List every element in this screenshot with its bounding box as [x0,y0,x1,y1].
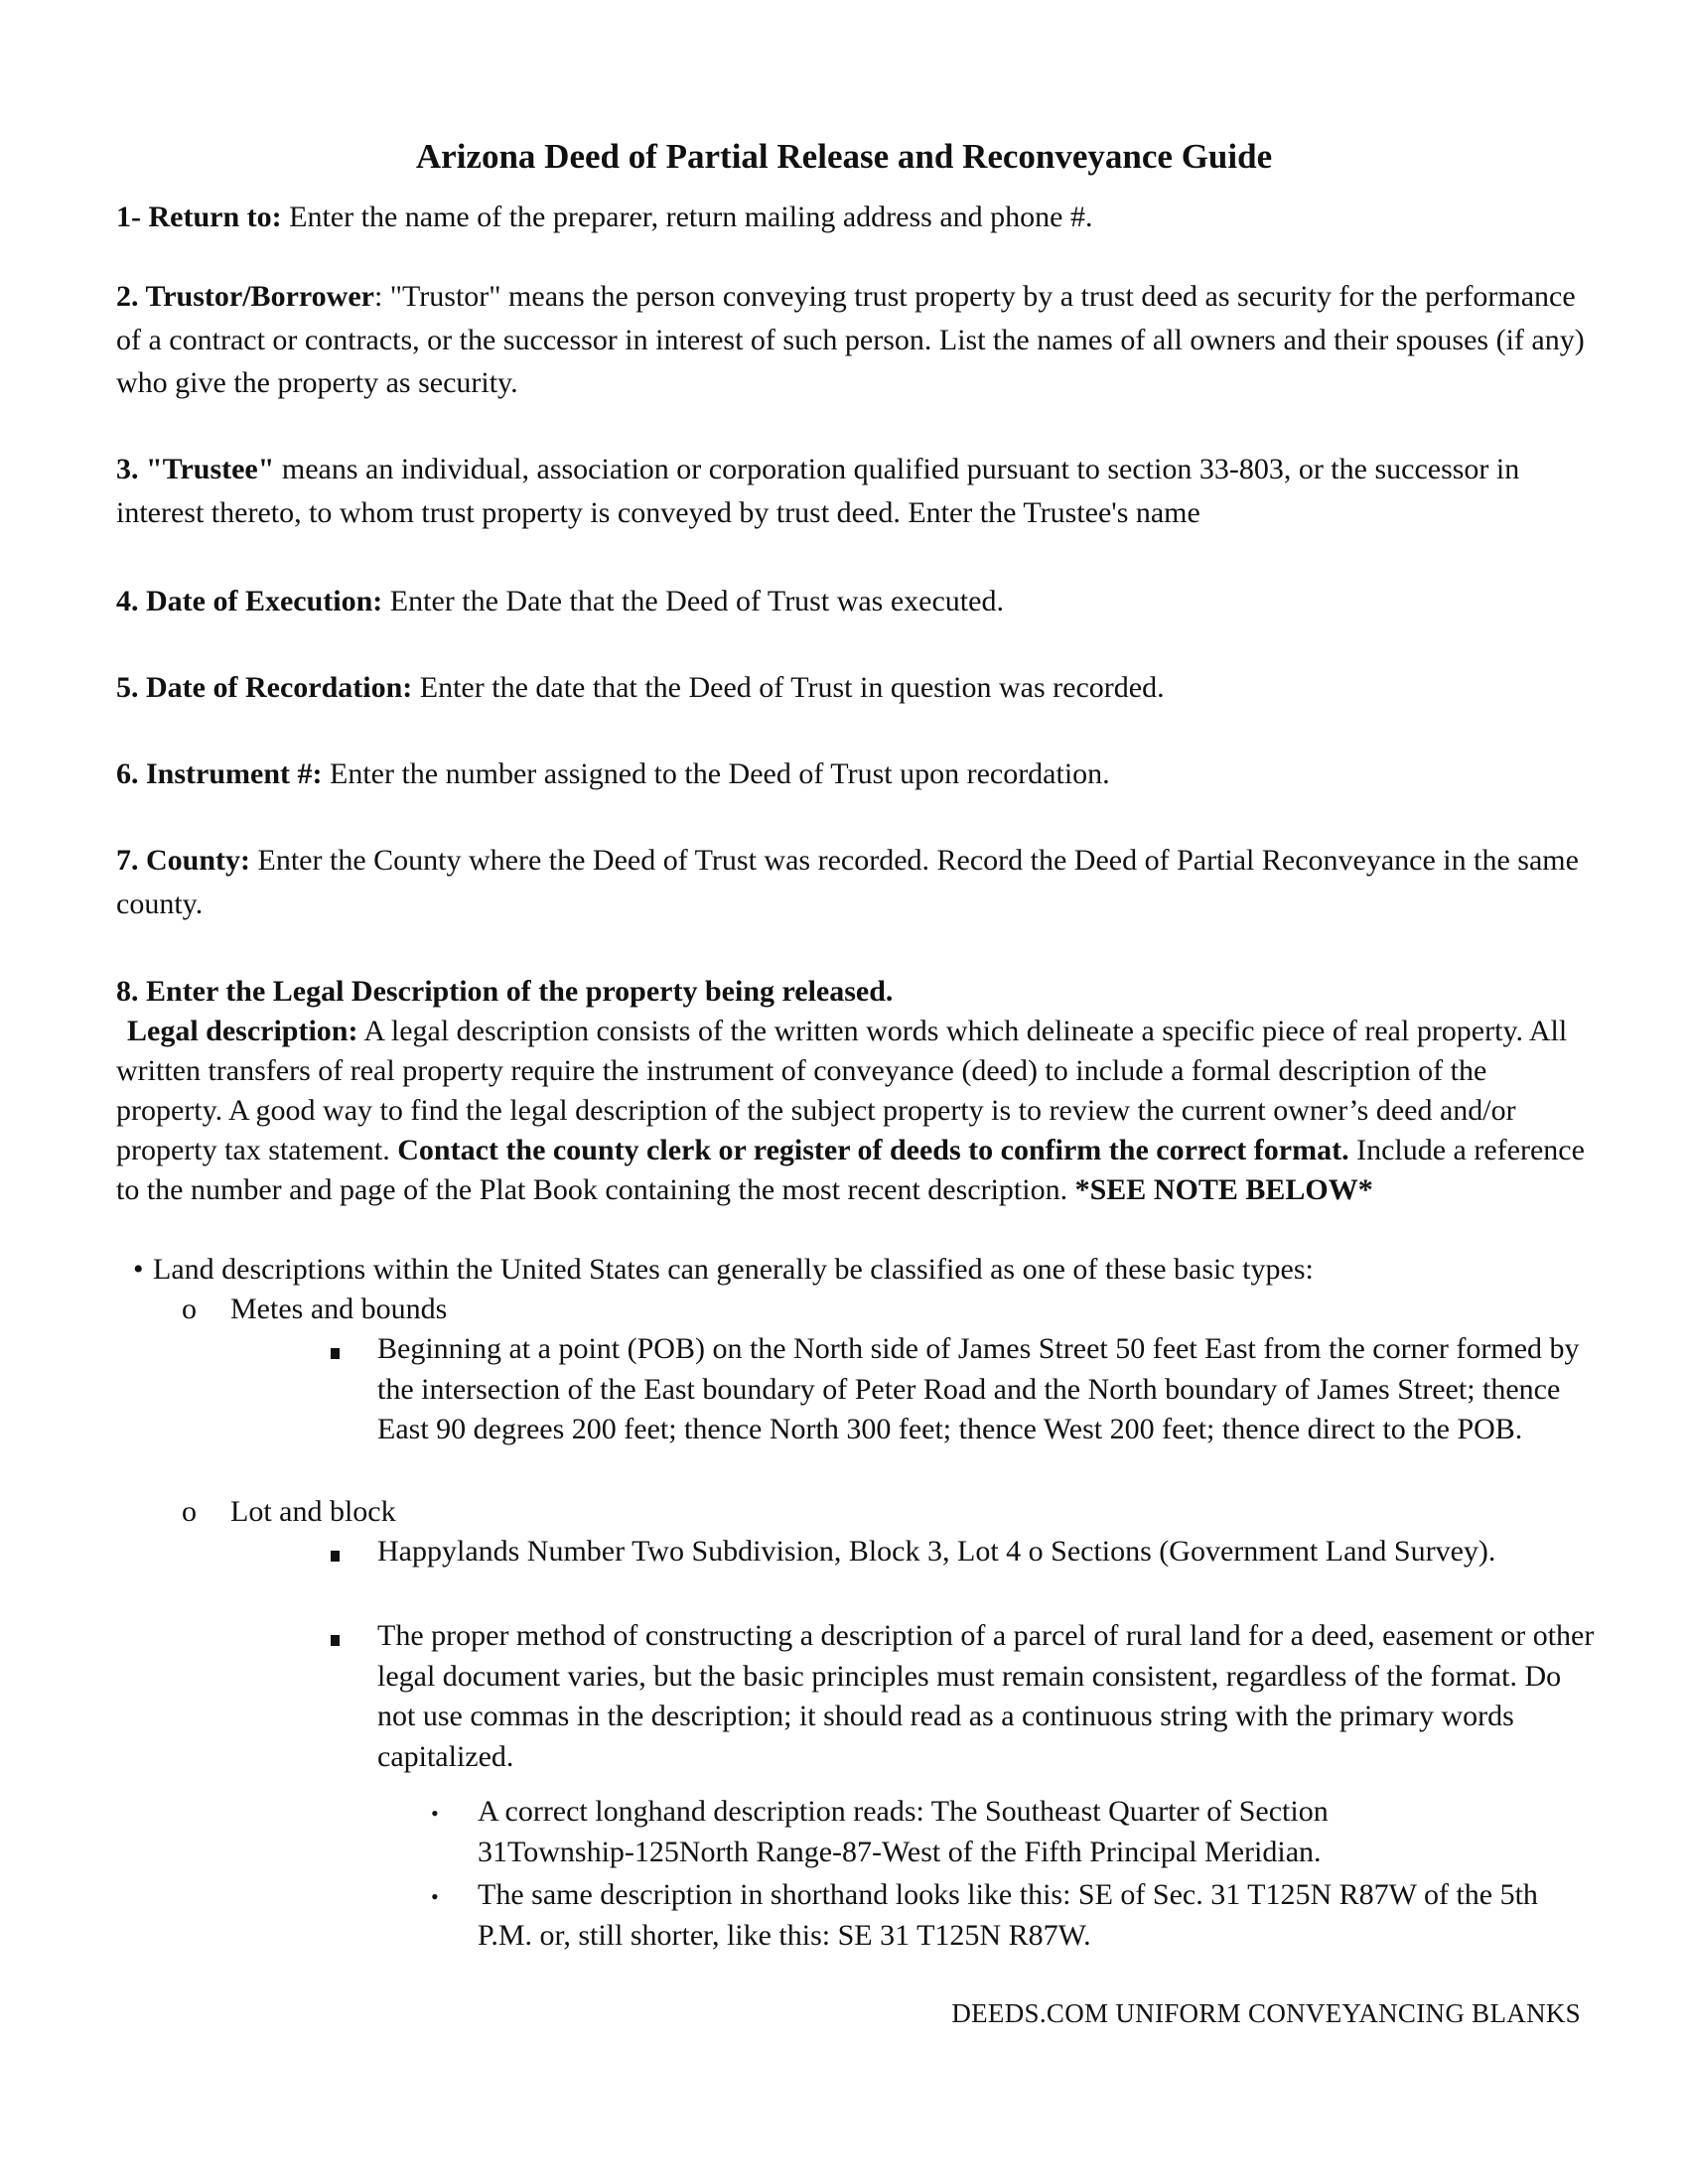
lot-and-block-example: Happylands Number Two Subdivision, Block 3, Lot 4 o Sections (Government Land Survey). [377,1535,1496,1568]
item-label: 2. Trustor/Borrower [116,280,374,313]
item-text: Enter the Date that the Deed of Trust was executed. [382,585,1004,617]
hollow-bullet-icon: o [182,1495,197,1528]
rural-description-guidance: The proper method of constructing a description of a parcel of rural land for a deed, easement or other legal document varies, but the basic principles must remain consistent, regardless of the format. Do not use commas in the description; it should read as a continuous string with the primary words capitalized. [377,1619,1595,1773]
legal-note: *SEE NOTE BELOW* [1074,1173,1373,1206]
document-title: Arizona Deed of Partial Release and Reconveyance Guide [415,137,1273,176]
item-label: 4. Date of Execution: [116,585,383,617]
item-text: Enter the County where the Deed of Trust was recorded. Record the Deed of Partial Reconveyance in the same county. [116,844,1579,920]
square-bullet-icon [331,1348,340,1359]
item-text: Enter the number assigned to the Deed of Trust upon recordation. [322,757,1110,790]
footer-branding: DEEDS.COM UNIFORM CONVEYANCING BLANKS [951,1998,1581,2028]
item-label: 3. "Trustee" [116,453,275,485]
legal-description-paragraph [116,1012,1594,1210]
item-return-to [116,196,1596,239]
item-date-of-execution [116,580,1596,623]
legal-label: Legal description: [127,1015,358,1047]
legal-confirm-format: Contact the county clerk or register of deeds to confirm the correct format. [397,1134,1349,1166]
item-label: 1- Return to: [116,201,282,233]
item-text: Enter the date that the Deed of Trust in question was recorded. [412,671,1165,704]
item-text: means an individual, association or corporation qualified pursuant to section 33-803, or the successor in interest thereto, to whom trust property is conveyed by trust deed. Enter the Trustee's name [116,453,1520,529]
shorthand-example: The same description in shorthand looks like this: SE of Sec. 31 T125N R87W of the 5th P.M. or, still shorter, like this: SE 31 T125N R87W. [478,1878,1538,1952]
metes-and-bounds-example: Beginning at a point (POB) on the North side of James Street 50 feet East from the corner formed by the intersection of the East boundary of Peter Road and the North boundary of James Street; thence East 90 degrees 200 feet; thence North 300 feet; thence West 200 feet; thence direct to the POB. [377,1332,1580,1445]
type-lot-and-block: Lot and block [230,1495,396,1528]
item-text: Enter the name of the preparer, return mailing address and phone #. [281,201,1093,233]
small-bullet-icon: • [431,1801,439,1826]
round-bullet-icon: • [133,1253,144,1286]
item-trustor [116,275,1596,405]
square-bullet-icon [331,1635,340,1646]
item-label: 6. Instrument #: [116,757,323,790]
item-text: : "Trustor" means the person conveying trust property by a trust deed as security for the performance of a contract or contracts, or the successor in interest of such person. List the names of all owners and their spouses (if any) who give the property as security. [116,280,1585,399]
legal-text-1: A legal description consists of the written words which delineate a specific piece of real property. All written transfers of real property require the instrument of conveyance (deed) to include a formal description of the property. A good way to find the legal description of the subject property is to review the current owner’s deed and/or property tax statement. [116,1015,1568,1166]
square-bullet-icon [331,1551,340,1562]
item-trustee [116,448,1596,534]
legal-heading: 8. Enter the Legal Description of the property being released. [116,975,894,1008]
legal-text-2: Include a reference to the number and page of the Plat Book containing the most recent description. [116,1134,1585,1206]
item-instrument-number [116,752,1596,796]
types-intro: Land descriptions within the United States can generally be classified as one of these basic types: [153,1253,1314,1286]
longhand-example: A correct longhand description reads: The Southeast Quarter of Section 31Township-125North Range-87-West of the Fifth Principal Meridian. [478,1795,1329,1868]
hollow-bullet-icon: o [182,1293,197,1325]
item-label: 5. Date of Recordation: [116,671,413,704]
small-bullet-icon: • [431,1884,439,1909]
item-date-of-recordation [116,666,1596,710]
item-county [116,839,1596,925]
type-metes-and-bounds: Metes and bounds [230,1293,448,1325]
item-label: 7. County: [116,844,251,877]
